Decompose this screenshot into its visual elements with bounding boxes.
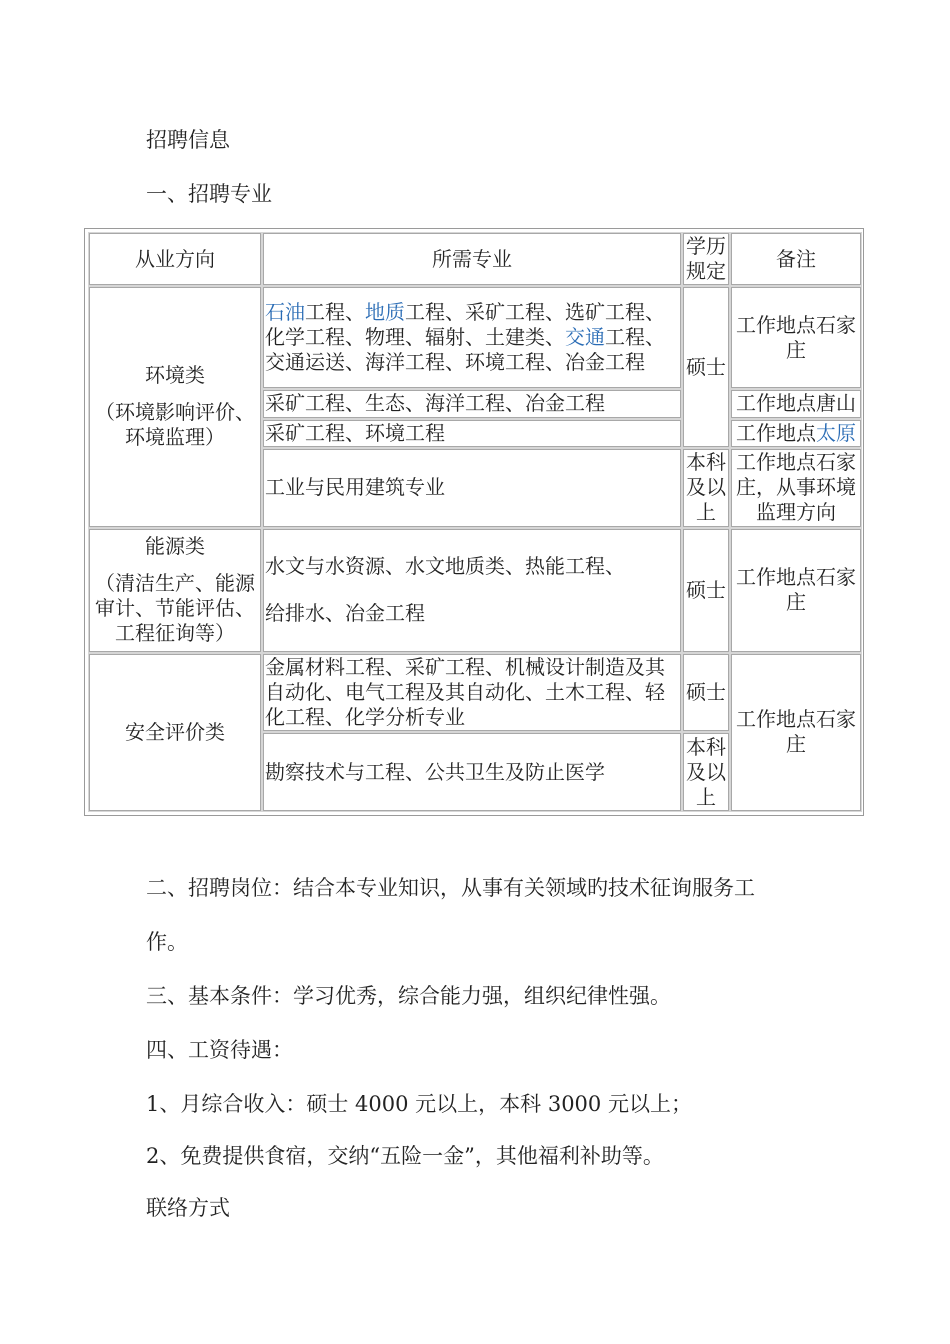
- page-title: 招聘信息: [146, 128, 230, 152]
- safety-note: 工作地点石家庄: [731, 654, 861, 811]
- safety-row1-majors: 金属材料工程、采矿工程、机械设计制造及其自动化、电气工程及其自动化、土木工程、轻化工程、化学分析专业: [263, 654, 681, 732]
- env-row3-note: 工作地点太原: [731, 420, 861, 447]
- header-note: 备注: [731, 233, 861, 285]
- category-safety: 安全评价类: [89, 654, 261, 811]
- energy-majors: 水文与水资源、水文地质类、热能工程、 给排水、冶金工程: [263, 529, 681, 652]
- env-row1-note: 工作地点石家庄: [731, 287, 861, 388]
- section-positions: 二、招聘岗位：结合本专业知识，从事有关领域旳技术征询服务工: [146, 876, 755, 900]
- energy-note: 工作地点石家庄: [731, 529, 861, 652]
- env-row3-majors: 采矿工程、环境工程: [263, 420, 681, 447]
- salary-item-income: 1、月综合收入：硕士 4000 元以上，本科 3000 元以上；: [146, 1092, 692, 1116]
- link-taiyuan[interactable]: 太原: [816, 420, 856, 445]
- env-row4-majors: 工业与民用建筑专业: [263, 449, 681, 527]
- category-environment: [89, 287, 261, 526]
- category-environment-name: 环境类: [145, 363, 205, 388]
- section-heading-majors: 一、招聘专业: [146, 182, 272, 206]
- link-geology[interactable]: 地质: [365, 300, 405, 325]
- safety-row2-degree: 本科及以上: [683, 733, 729, 811]
- env-row2-majors: 采矿工程、生态、海洋工程、冶金工程: [263, 390, 681, 417]
- header-degree: 学历规定: [683, 233, 729, 285]
- link-transport[interactable]: 交通: [565, 325, 605, 350]
- section-positions-cont: 作。: [146, 930, 188, 954]
- section-salary: 四、工资待遇：: [146, 1038, 293, 1062]
- safety-row2-majors: 勘察技术与工程、公共卫生及防止医学: [263, 733, 681, 811]
- link-petroleum[interactable]: 石油: [265, 300, 305, 325]
- salary-item-benefits: 2、免费提供食宿，交纳“五险一金”，其他福利补助等。: [146, 1144, 664, 1168]
- env-degree-master: 硕士: [683, 287, 729, 446]
- safety-row1-degree: 硕士: [683, 654, 729, 732]
- header-majors: 所需专业: [263, 233, 681, 285]
- section-contact: 联络方式: [146, 1196, 230, 1220]
- category-energy-sub: （清洁生产、能源审计、节能评估、工程征询等）: [95, 571, 255, 646]
- env-row2-note: 工作地点唐山: [731, 390, 861, 417]
- env-row4-note: 工作地点石家庄，从事环境监理方向: [731, 449, 861, 527]
- energy-degree: 硕士: [683, 529, 729, 652]
- header-direction: 从业方向: [89, 233, 261, 285]
- section-requirements: 三、基本条件：学习优秀，综合能力强，组织纪律性强。: [146, 984, 671, 1008]
- category-environment-sub: （环境影响评价、环境监理）: [95, 400, 255, 450]
- env-row1-majors: 石油工程、地质工程、采矿工程、选矿工程、化学工程、物理、辐射、土建类、交通工程、交通运送、海洋工程、环境工程、冶金工程: [263, 287, 681, 388]
- category-energy-name: 能源类: [145, 534, 205, 559]
- env-row4-degree: 本科及以上: [683, 449, 729, 527]
- category-energy: [89, 529, 261, 652]
- recruitment-table: [84, 228, 864, 816]
